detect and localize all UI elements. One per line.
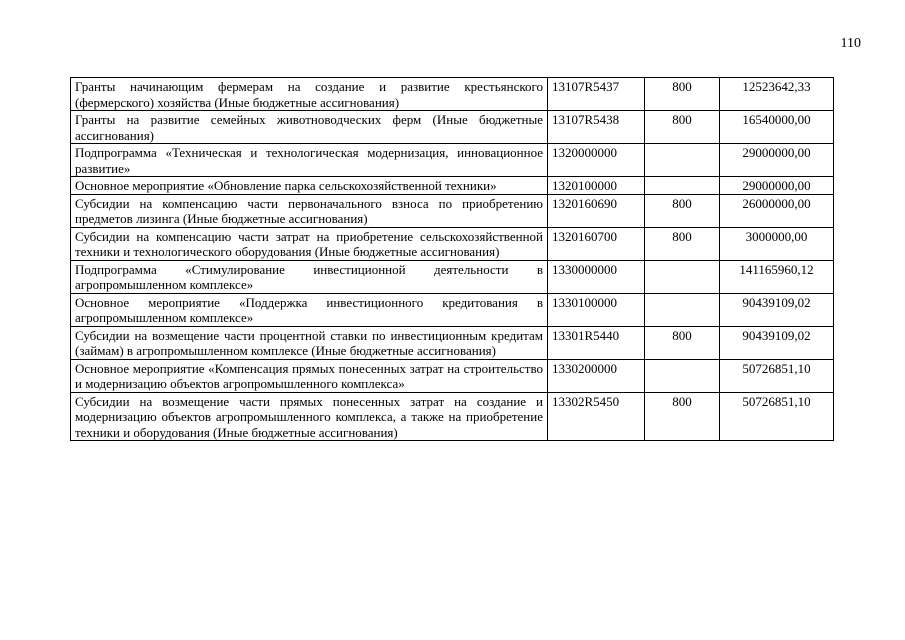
table-row (71, 359, 834, 392)
row-sum-cell: 50726851,10 (720, 392, 834, 441)
table-row (71, 177, 834, 195)
table-row (71, 144, 834, 177)
row-type-cell (645, 359, 720, 392)
row-name-cell: Гранты на развитие семейных животноводческих ферм (Иные бюджетные ассигнования) (71, 111, 548, 144)
row-code-cell: 13107R5438 (548, 111, 645, 144)
row-sum-cell: 50726851,10 (720, 359, 834, 392)
row-type-cell: 800 (645, 326, 720, 359)
row-name-cell: Субсидии на компенсацию части затрат на приобретение сельскохозяйственной техники и технологического оборудования (Иные бюджетные ассигнования) (71, 227, 548, 260)
row-sum-cell: 16540000,00 (720, 111, 834, 144)
table-row (71, 260, 834, 293)
row-type-cell (645, 177, 720, 195)
row-code-cell: 13302R5450 (548, 392, 645, 441)
row-name-cell: Гранты начинающим фермерам на создание и развитие крестьянского (фермерского) хозяйства (Иные бюджетные ассигнования) (71, 78, 548, 111)
row-name-cell: Подпрограмма «Техническая и технологическая модернизация, инновационное развитие» (71, 144, 548, 177)
row-type-cell (645, 144, 720, 177)
row-name-cell: Основное мероприятие «Поддержка инвестиционного кредитования в агропромышленном комплексе» (71, 293, 548, 326)
budget-table-body (71, 78, 834, 441)
row-code-cell: 1320000000 (548, 144, 645, 177)
row-type-cell: 800 (645, 78, 720, 111)
row-code-cell: 1330200000 (548, 359, 645, 392)
page-number: 110 (840, 36, 861, 51)
row-name-cell: Подпрограмма «Стимулирование инвестиционной деятельности в агропромышленном комплексе» (71, 260, 548, 293)
row-sum-cell: 26000000,00 (720, 194, 834, 227)
row-type-cell: 800 (645, 194, 720, 227)
row-sum-cell: 90439109,02 (720, 293, 834, 326)
table-row (71, 111, 834, 144)
row-name-cell: Субсидии на возмещение части прямых понесенных затрат на создание и модернизацию объектов агропромышленного комплекса, а также на приобретение техники и оборудования (Иные бюджетные ассигнования) (71, 392, 548, 441)
row-type-cell: 800 (645, 111, 720, 144)
row-type-cell (645, 260, 720, 293)
row-code-cell: 1330000000 (548, 260, 645, 293)
row-code-cell: 1320160690 (548, 194, 645, 227)
table-row (71, 227, 834, 260)
row-sum-cell: 29000000,00 (720, 144, 834, 177)
row-name-cell: Основное мероприятие «Обновление парка сельскохозяйственной техники» (71, 177, 548, 195)
row-name-cell: Субсидии на компенсацию части первоначального взноса по приобретению предметов лизинга (Иные бюджетные ассигнования) (71, 194, 548, 227)
table-row (71, 78, 834, 111)
row-code-cell: 1320160700 (548, 227, 645, 260)
row-code-cell: 13107R5437 (548, 78, 645, 111)
table-row (71, 326, 834, 359)
row-sum-cell: 90439109,02 (720, 326, 834, 359)
row-sum-cell: 3000000,00 (720, 227, 834, 260)
table-row (71, 293, 834, 326)
row-sum-cell: 141165960,12 (720, 260, 834, 293)
row-sum-cell: 29000000,00 (720, 177, 834, 195)
row-sum-cell: 12523642,33 (720, 78, 834, 111)
row-code-cell: 13301R5440 (548, 326, 645, 359)
row-type-cell: 800 (645, 227, 720, 260)
row-name-cell: Основное мероприятие «Компенсация прямых понесенных затрат на строительство и модернизацию объектов агропромышленного комплекса» (71, 359, 548, 392)
table-row (71, 194, 834, 227)
row-code-cell: 1330100000 (548, 293, 645, 326)
table-row (71, 392, 834, 441)
row-type-cell: 800 (645, 392, 720, 441)
row-name-cell: Субсидии на возмещение части процентной ставки по инвестиционным кредитам (займам) в агропромышленном комплексе (Иные бюджетные ассигнования) (71, 326, 548, 359)
budget-table (70, 77, 834, 441)
row-type-cell (645, 293, 720, 326)
row-code-cell: 1320100000 (548, 177, 645, 195)
